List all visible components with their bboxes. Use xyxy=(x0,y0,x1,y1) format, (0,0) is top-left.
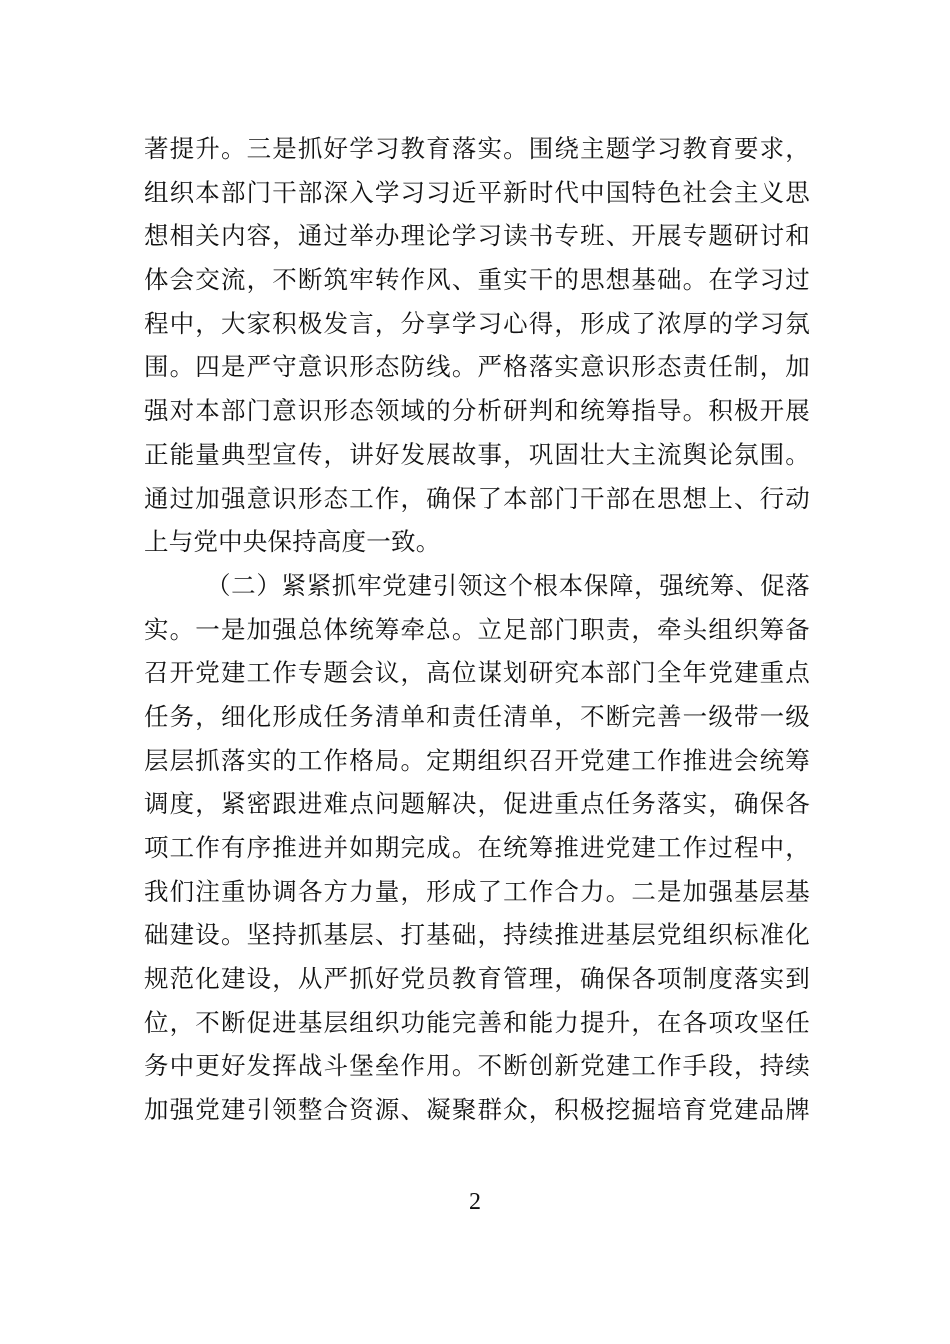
text-line: 著提升。三是抓好学习教育落实。围绕主题学习教育要求， xyxy=(144,134,810,163)
text-line: 务中更好发挥战斗堡垒作用。不断创新党建工作手段，持续 xyxy=(144,1051,810,1081)
text-line: 围。四是严守意识形态防线。严格落实意识形态责任制，加 xyxy=(144,352,810,382)
text-line: 加强党建引领整合资源、凝聚群众，积极挖掘培育党建品牌 xyxy=(144,1095,810,1125)
text-line: 强对本部门意识形态领域的分析研判和统筹指导。积极开展 xyxy=(144,396,810,426)
text-line: 位，不断促进基层组织功能完善和能力提升，在各项攻坚任 xyxy=(144,1007,810,1037)
text-line: 通过加强意识形态工作，确保了本部门干部在思想上、行动 xyxy=(144,483,810,513)
text-line: 想相关内容，通过举办理论学习读书专班、开展专题研讨和 xyxy=(144,221,810,251)
text-line: 规范化建设，从严抓好党员教育管理，确保各项制度落实到 xyxy=(144,964,810,994)
section-heading-line: （二）紧紧抓牢党建引领这个根本保障，强统筹、促落 xyxy=(206,570,810,600)
body-text xyxy=(144,127,810,1132)
text-line: 组织本部门干部深入学习习近平新时代中国特色社会主义思 xyxy=(144,177,810,207)
text-line: 层层抓落实的工作格局。定期组织召开党建工作推进会统筹 xyxy=(144,745,810,775)
text-line: 调度，紧密跟进难点问题解决，促进重点任务落实，确保各 xyxy=(144,789,810,819)
text-line: 程中，大家积极发言，分享学习心得，形成了浓厚的学习氛 xyxy=(144,308,810,338)
text-line: 正能量典型宣传，讲好发展故事，巩固壮大主流舆论氛围。 xyxy=(144,439,810,469)
text-line: 体会交流，不断筑牢转作风、重实干的思想基础。在学习过 xyxy=(144,265,810,295)
text-line: 我们注重协调各方力量，形成了工作合力。二是加强基层基 xyxy=(144,876,810,906)
text-line: 实。一是加强总体统筹牵总。立足部门职责，牵头组织筹备 xyxy=(144,614,810,644)
text-line: 项工作有序推进并如期完成。在统筹推进党建工作过程中， xyxy=(144,833,810,862)
text-line: 上与党中央保持高度一致。 xyxy=(144,527,441,557)
text-line: 础建设。坚持抓基层、打基础，持续推进基层党组织标准化 xyxy=(144,920,810,950)
text-line: 召开党建工作专题会议，高位谋划研究本部门全年党建重点 xyxy=(144,658,810,688)
text-line: 任务，细化形成任务清单和责任清单，不断完善一级带一级 xyxy=(144,701,810,731)
page-number: 2 xyxy=(469,1189,481,1215)
